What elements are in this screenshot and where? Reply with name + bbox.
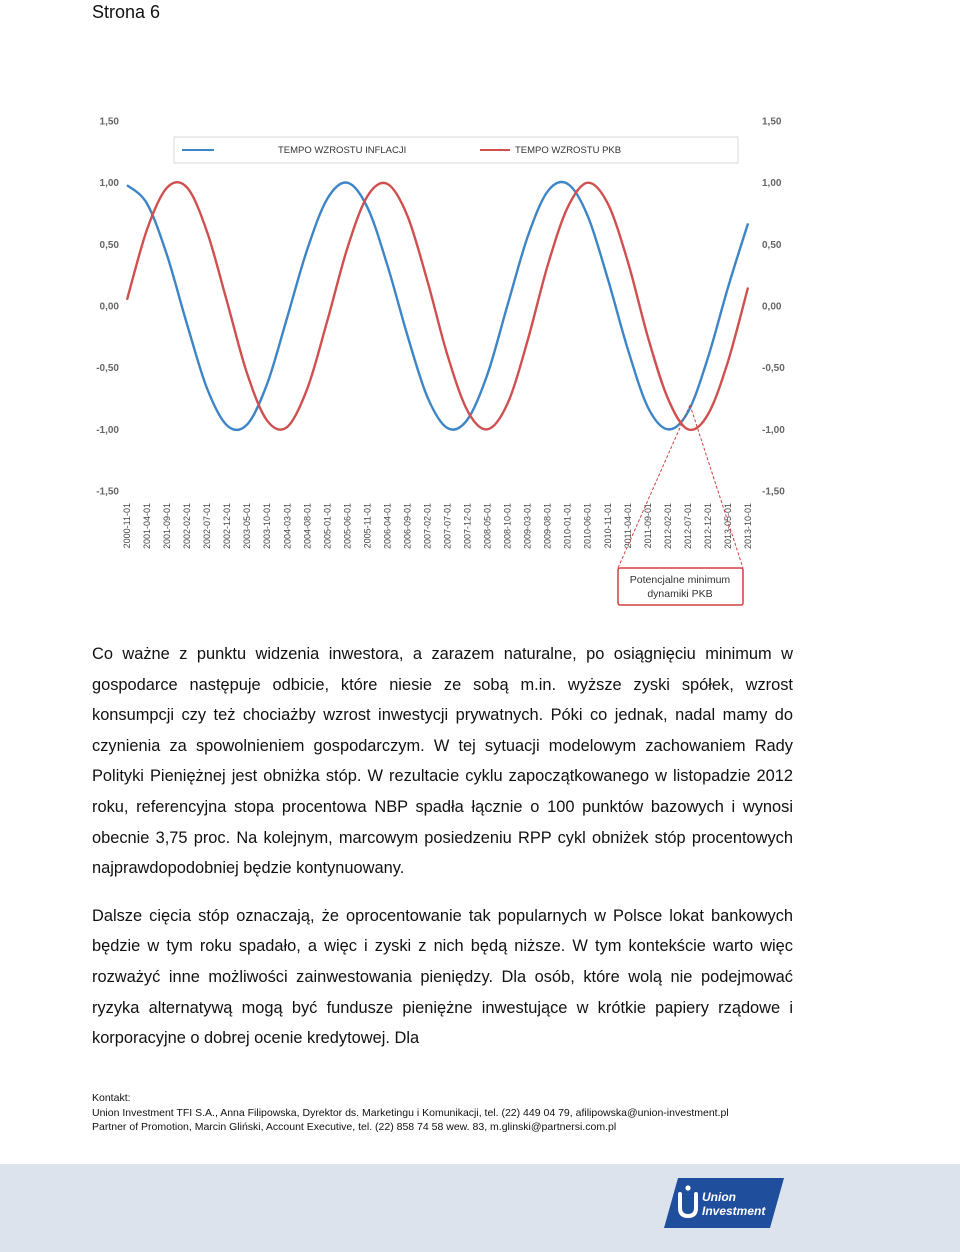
y-axis-right [762, 117, 785, 498]
x-tick-label: 2002-02-01 [182, 503, 193, 550]
x-tick-label: 2002-07-01 [202, 503, 213, 550]
x-tick-label: 2006-09-01 [402, 503, 413, 550]
contact-line-2: Partner of Promotion, Marcin Gliński, Account Executive, tel. (22) 858 74 58 wew. 83, m.glinski@partnersi.com.pl [92, 1121, 617, 1133]
x-tick-label: 2005-06-01 [342, 503, 353, 550]
callout-line-2: dynamiki PKB [647, 588, 713, 600]
x-tick-label: 2009-08-01 [542, 503, 553, 550]
y-tick-left: -0,50 [96, 363, 119, 375]
x-tick-label: 2000-11-01 [122, 503, 132, 549]
x-tick-label: 2012-02-01 [662, 503, 673, 550]
x-tick-label: 2002-12-01 [222, 503, 233, 550]
union-investment-logo [664, 1178, 784, 1228]
y-tick-right: 1,50 [762, 116, 782, 128]
chart [80, 105, 800, 615]
contact-label: Kontakt: [92, 1092, 131, 1104]
y-tick-left: 0,00 [99, 301, 119, 313]
y-tick-left: 0,50 [99, 239, 119, 251]
callout-line-1: Potencjalne minimum [629, 574, 731, 586]
contact-line-1: Union Investment TFI S.A., Anna Filipowska, Dyrektor ds. Marketingu i Komunikacji, tel. (22) 449 04 79, afilipowska@union-investment.pl [92, 1106, 729, 1119]
y-tick-left: -1,00 [96, 424, 119, 436]
x-tick-label: 2004-03-01 [282, 503, 293, 550]
paragraph-1: Co ważne z punktu widzenia inwestora, a zarazem naturalne, po osiągnięciu minimum w gospodarce następuje odbicie, które niesie ze sobą m.in. wyższe zyski spółek, wzrost konsumpcji czy też chociażby wzrost inwestycji prywatnych. Póki co jednak, nadal mamy do czynienia za spowolnieniem gospodarczym. W tej sytuacji modelowym zachowaniem Rady Polityki Pieniężnej jest obniżka stóp. W rezultacie cyklu zapoczątkowanego w listopadzie 2012 roku, referencyjna stopa procentowa NBP spadła łącznie o 100 punktów bazowych i wynosi obecnie 3,75 proc. Na kolejnym, marcowym posiedzeniu RPP cykl obniżek stóp procentowych najprawdopodobniej będzie kontynuowany. [92, 645, 793, 878]
x-tick-label: 2008-05-01 [482, 503, 493, 550]
x-tick-label: 2011-09-01 [642, 503, 653, 549]
chart-legend [174, 137, 738, 163]
series-line-inflation [127, 182, 748, 430]
x-tick-label: 2008-10-01 [502, 503, 513, 550]
x-tick-label: 2010-01-01 [562, 503, 573, 550]
logo-line-1: Union [702, 1190, 736, 1204]
callout-leader-right [690, 405, 743, 568]
y-tick-right: -0,50 [762, 363, 785, 375]
x-tick-label: 2007-07-01 [442, 503, 453, 550]
y-tick-right: 1,00 [762, 178, 782, 190]
y-tick-right: -1,00 [762, 424, 785, 436]
series-layer [127, 182, 748, 430]
y-tick-left: 1,00 [99, 178, 119, 190]
paragraph-2: Dalsze cięcia stóp oznaczają, że oprocentowanie tak popularnych w Polsce lokat bankowych będzie w tym roku spadało, a więc i zyski z nich będą niższe. W tym kontekście warto więc rozważyć inne możliwości zainwestowania pieniędzy. Dla osób, które wolą nie podejmować ryzyka alternatywą mogą być fundusze pieniężne inwestujące w krótkie papiery rządowe i korporacyjne o dobrej ocenie kredytowej. Dla [92, 906, 793, 1048]
y-tick-left: 1,50 [99, 116, 119, 128]
x-tick-label: 2005-01-01 [322, 503, 333, 550]
series-line-gdp [127, 182, 748, 430]
x-axis [122, 503, 753, 549]
x-tick-label: 2004-08-01 [302, 503, 313, 550]
y-tick-right: -1,50 [762, 486, 785, 498]
y-tick-right: 0,50 [762, 239, 782, 251]
x-tick-label: 2003-10-01 [262, 503, 273, 550]
x-tick-label: 2007-12-01 [462, 503, 473, 550]
y-axis-left [96, 117, 119, 498]
y-tick-right: 0,00 [762, 301, 782, 313]
x-tick-label: 2009-03-01 [522, 503, 533, 550]
x-tick-label: 2006-04-01 [382, 503, 393, 550]
x-tick-label: 2005-11-01 [362, 503, 373, 549]
x-tick-label: 2013-10-01 [743, 503, 753, 550]
article-body [92, 639, 793, 1071]
y-tick-left: -1,50 [96, 486, 119, 498]
x-tick-label: 2012-12-01 [702, 503, 713, 550]
x-tick-label: 2001-09-01 [162, 503, 173, 550]
chart-svg [80, 105, 800, 615]
x-tick-label: 2010-11-01 [602, 503, 613, 549]
footer-background [0, 1164, 960, 1252]
legend-label-inflation: TEMPO WZROSTU INFLACJI [278, 145, 407, 156]
x-tick-label: 2003-05-01 [242, 503, 253, 550]
logo-dot-icon [685, 1185, 690, 1190]
page-number: Strona 6 [92, 2, 161, 22]
x-tick-label: 2012-07-01 [682, 503, 693, 550]
logo-line-2: Investment [702, 1204, 766, 1218]
footer-band [0, 1164, 960, 1252]
x-tick-label: 2007-02-01 [422, 503, 433, 550]
legend-box [174, 137, 738, 163]
x-tick-label: 2010-06-01 [582, 503, 593, 550]
callout-leader-left [618, 405, 690, 568]
legend-label-gdp: TEMPO WZROSTU PKB [515, 145, 622, 156]
contact-block [92, 1091, 729, 1135]
x-tick-label: 2011-04-01 [622, 503, 633, 549]
x-tick-label: 2001-04-01 [142, 503, 153, 550]
x-tick-label: 2013-05-01 [722, 503, 733, 550]
